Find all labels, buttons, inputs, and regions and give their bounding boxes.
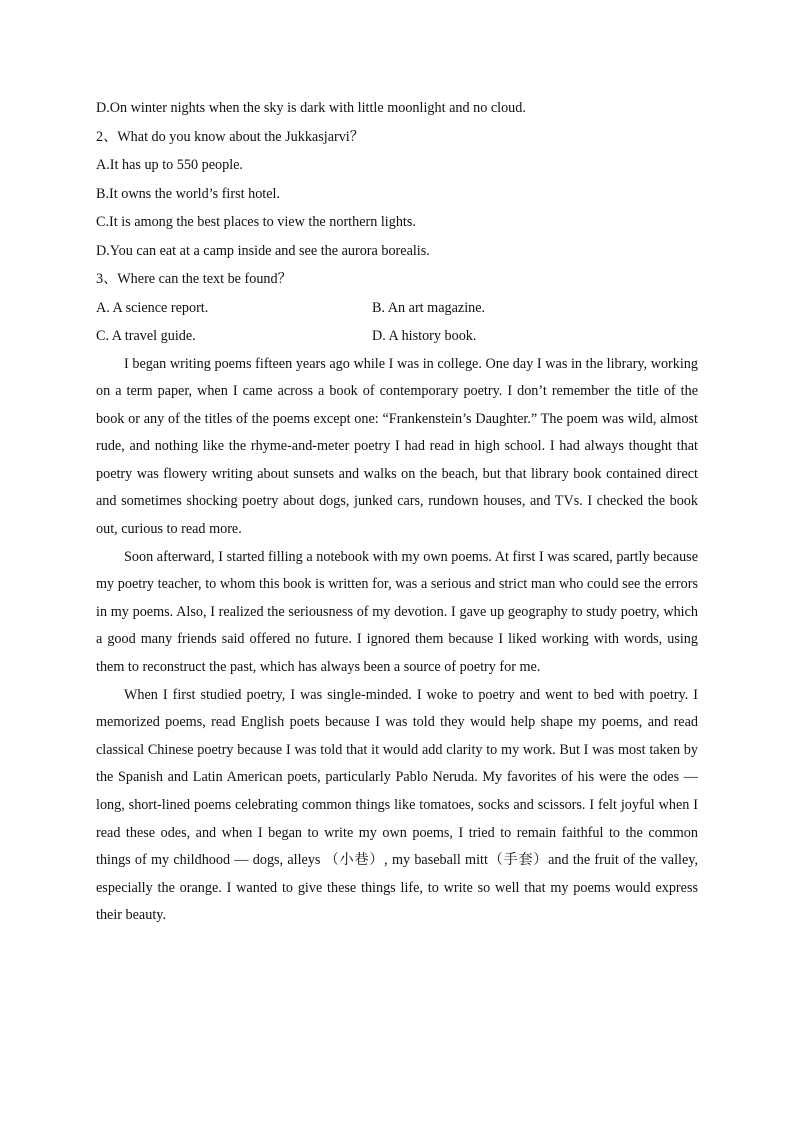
q3-option-a: A. A science report. <box>96 299 209 316</box>
q3-option-c: C. A travel guide. <box>96 328 196 344</box>
q3-question: 3、Where can the text be found？ <box>96 271 292 287</box>
q2-option-d: D.You can eat at a camp inside and see the aurora borealis. <box>96 242 430 259</box>
q2-option-b: B.It owns the world’s first hotel. <box>96 185 281 202</box>
q3-options-row-2 <box>96 322 698 351</box>
q2-option-c: C.It is among the best places to view the northern lights. <box>96 214 416 230</box>
page-content <box>96 94 698 930</box>
q3-option-b: B. An art magazine. <box>372 299 486 316</box>
q3-options-row-1 <box>96 294 698 323</box>
passage-paragraph-1: I began writing poems fifteen years ago while I was in college. One day I was in the library, working on a term paper, when I came across a book of contemporary poetry. I don’t remember the title of the book or any of the titles of the poems except one: “Frankenstein’s Daughter.” The poem was wild, almost rude, and nothing like the rhyme-and-meter poetry I had read in high school. I had always thought that poetry was flowery writing about sunsets and walks on the beach, but that library book contained direct and sometimes shocking poetry about dogs, junked cars, rundown houses, and TVs. I checked the book out, curious to read more. <box>96 355 698 538</box>
q1-option-d: D.On winter nights when the sky is dark with little moonlight and no cloud. <box>96 100 526 116</box>
q2-option-a: A.It has up to 550 people. <box>96 157 243 173</box>
passage-paragraph-3: When I first studied poetry, I was single-minded. I woke to poetry and went to bed with poetry. I memorized poems, read English poets because I was told they would help shape my poems, and read classical Chinese poetry because I was told that it would add clarity to my work. But I was most taken by the Spanish and Latin American poets, particularly Pablo Neruda. My favorites of his were the odes — long, short-lined poems celebrating common things like tomatoes, socks and scissors. I felt joyful when I read these odes, and when I began to write my own poems, I tried to remain faithful to the common things of my childhood — dogs, alleys （小巷）, my baseball mitt（手套）and the fruit of the valley, especially the orange. I wanted to give these things life, to write so well that my poems would express their beauty. <box>96 686 698 924</box>
q2-question: 2、What do you know about the Jukkasjarvi？ <box>96 128 364 145</box>
passage-paragraph-2: Soon afterward, I started filling a notebook with my own poems. At first I was scared, partly because my poetry teacher, to whom this book is written for, was a serious and strict man who could see the errors in my poems. Also, I realized the seriousness of my devotion. I gave up geography to study poetry, which a good many friends said offered no future. I ignored them because I liked working with words, using them to reconstruct the past, which has always been a source of poetry for me. <box>96 548 698 676</box>
q3-option-d: D. A history book. <box>372 328 477 344</box>
